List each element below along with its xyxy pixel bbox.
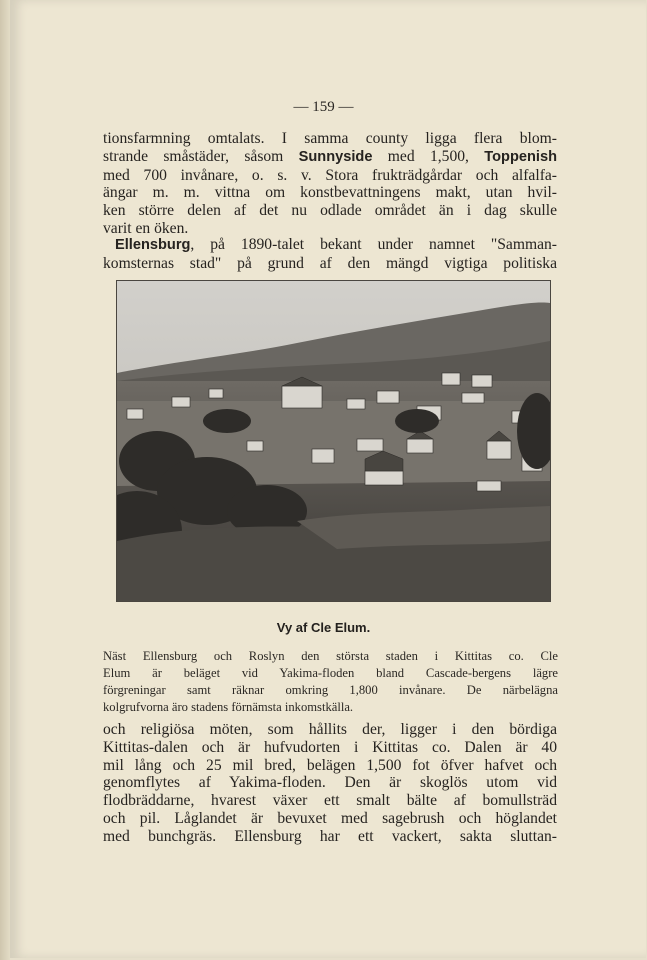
text-line: tionsfarmning omtalats. I samma county ligga flera blom- bbox=[103, 130, 557, 147]
text-line: med 700 invånare, o. s. v. Stora frukträdgårdar och alfalfa- bbox=[103, 166, 557, 184]
text-line: med bunchgräs. Ellensburg har ett vackert, sakta sluttan- bbox=[103, 827, 557, 845]
text-line: strande småstäder, såsom Sunnyside med 1,500, Toppenish bbox=[103, 147, 557, 165]
text-line: varit en öken. bbox=[103, 219, 189, 237]
text-line: Ellensburg, på 1890-talet bekant under namnet "Samman- bbox=[115, 236, 557, 253]
page-edge bbox=[0, 0, 10, 960]
bold-place-name: Sunnyside bbox=[298, 148, 373, 165]
text-line: och pil. Låglandet är bevuxet med sagebrush och höglandet bbox=[103, 809, 557, 827]
caption-line: Elum är beläget vid Yakima-floden bland Cascade-bergens lägre bbox=[103, 666, 558, 680]
text-line: ken större delen af det nu odlade området än i dag skulle bbox=[103, 202, 557, 220]
text-line: mil lång och 25 mil bred, belägen 1,500 fot öfver hafvet och bbox=[103, 756, 557, 774]
figure-title: Vy af Cle Elum. bbox=[276, 620, 371, 635]
text-line: Kittitas-dalen och är hufvudorten i Kittitas co. Dalen är 40 bbox=[103, 738, 557, 756]
photo-cle-elum bbox=[116, 280, 551, 602]
text-line: och religiösa möten, som hållits der, ligger i den bördiga bbox=[103, 721, 557, 738]
text-line: flodbräddarne, hvarest växer ett smalt bälte af bomullsträd bbox=[103, 792, 557, 810]
paragraph-intro bbox=[103, 130, 557, 238]
paragraph-ellensburg bbox=[103, 236, 557, 273]
text-line: komsternas stad" på grund af den mängd vigtiga politiska bbox=[103, 254, 557, 272]
text-line: ängar m. m. vittna om konstbevattningens makt, utan hvil- bbox=[103, 184, 557, 202]
bold-place-name: Toppenish bbox=[484, 148, 557, 165]
paragraph-kittitas bbox=[103, 721, 557, 846]
bold-place-name: Ellensburg bbox=[115, 237, 191, 253]
text-line: genomflytes af Yakima-floden. Den är skoglös utom vid bbox=[103, 774, 557, 792]
page-number: — 159 — bbox=[293, 99, 354, 115]
caption-line: förgreningar samt räknar omkring 1,800 invånare. De närbelägna bbox=[103, 683, 558, 697]
caption-line: kolgrufvorna äro stadens förnämsta inkomstkälla. bbox=[103, 700, 354, 714]
figure-caption bbox=[103, 648, 558, 716]
caption-line: Näst Ellensburg och Roslyn den största staden i Kittitas co. Cle bbox=[103, 649, 558, 663]
